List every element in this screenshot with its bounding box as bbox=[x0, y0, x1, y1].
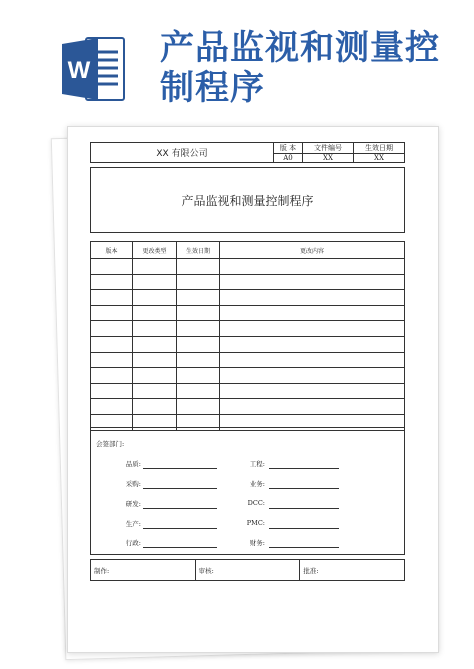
table-cell bbox=[133, 290, 177, 306]
table-row bbox=[91, 305, 405, 321]
revision-header-row bbox=[91, 242, 405, 259]
table-row bbox=[91, 259, 405, 275]
svg-text:W: W bbox=[67, 57, 91, 84]
effective-date-label: 生效日期 bbox=[354, 143, 404, 154]
table-row bbox=[91, 274, 405, 290]
version-label: 版 本 bbox=[274, 143, 302, 154]
version-value: A0 bbox=[283, 154, 293, 162]
table-cell bbox=[220, 383, 405, 399]
table-cell bbox=[220, 368, 405, 384]
sign-row bbox=[113, 479, 223, 491]
sign-label: PMC: bbox=[246, 519, 265, 527]
effective-date-col bbox=[354, 143, 404, 162]
table-cell bbox=[220, 321, 405, 337]
col-change-content: 更改内容 bbox=[220, 242, 405, 259]
sign-row bbox=[237, 459, 367, 471]
sign-row bbox=[113, 538, 223, 550]
table-cell bbox=[177, 368, 220, 384]
table-cell bbox=[133, 259, 177, 275]
header-table bbox=[90, 142, 405, 163]
approved-by: 批准: bbox=[303, 566, 319, 575]
sign-line bbox=[269, 528, 339, 529]
table-row bbox=[91, 368, 405, 384]
revision-body bbox=[91, 259, 405, 431]
table-cell bbox=[177, 383, 220, 399]
table-cell bbox=[220, 352, 405, 368]
reviewed-by: 审核: bbox=[196, 560, 301, 580]
table-cell bbox=[91, 259, 133, 275]
col-effective-date: 生效日期 bbox=[177, 242, 220, 259]
table-row bbox=[91, 336, 405, 352]
document-title bbox=[90, 167, 405, 233]
table-cell bbox=[220, 336, 405, 352]
prepared-by: 制作: bbox=[91, 560, 196, 580]
sign-line bbox=[269, 547, 339, 548]
sign-label: 业务: bbox=[249, 480, 265, 488]
sign-line bbox=[143, 508, 217, 509]
sign-line bbox=[269, 468, 339, 469]
sign-label: 财务: bbox=[249, 539, 265, 547]
page-title: 产品监视和测量控制程序 bbox=[160, 28, 440, 108]
document-title-text: 产品监视和测量控制程序 bbox=[181, 193, 314, 208]
sign-line bbox=[143, 547, 217, 548]
sign-row bbox=[237, 479, 367, 491]
file-number-col bbox=[303, 143, 354, 162]
table-row bbox=[91, 399, 405, 415]
table-cell bbox=[177, 259, 220, 275]
sign-row bbox=[113, 519, 223, 531]
table-cell bbox=[133, 352, 177, 368]
sign-line bbox=[269, 488, 339, 489]
sign-label: 生产: bbox=[125, 520, 141, 528]
sign-label: 品质: bbox=[125, 460, 141, 468]
sign-line bbox=[269, 508, 339, 509]
word-icon bbox=[62, 36, 126, 102]
table-cell bbox=[220, 305, 405, 321]
table-cell bbox=[133, 305, 177, 321]
table-cell bbox=[177, 336, 220, 352]
table-row bbox=[91, 352, 405, 368]
table-cell bbox=[91, 321, 133, 337]
table-cell bbox=[220, 399, 405, 415]
table-row bbox=[91, 290, 405, 306]
table-cell bbox=[220, 259, 405, 275]
table-cell bbox=[91, 290, 133, 306]
title-area bbox=[0, 0, 474, 108]
file-number-value: XX bbox=[323, 154, 333, 162]
table-row bbox=[91, 321, 405, 337]
sign-row bbox=[113, 459, 223, 471]
table-cell bbox=[177, 399, 220, 415]
table-cell bbox=[177, 305, 220, 321]
sign-row bbox=[237, 538, 367, 550]
countersign-label: 会签部门: bbox=[96, 440, 125, 448]
file-number-label: 文件编号 bbox=[303, 143, 353, 154]
table-cell bbox=[133, 321, 177, 337]
table-row bbox=[91, 383, 405, 399]
col-version: 版本 bbox=[91, 242, 133, 259]
col-change-type: 更改类型 bbox=[133, 242, 177, 259]
table-cell bbox=[177, 274, 220, 290]
table-cell bbox=[133, 336, 177, 352]
table-cell bbox=[91, 368, 133, 384]
table-cell bbox=[133, 399, 177, 415]
table-cell bbox=[91, 352, 133, 368]
countersign-box bbox=[90, 427, 405, 555]
sign-label: DCC: bbox=[247, 499, 265, 507]
table-cell bbox=[91, 383, 133, 399]
document-preview bbox=[67, 126, 439, 653]
sign-line bbox=[143, 468, 217, 469]
table-cell bbox=[91, 305, 133, 321]
table-cell bbox=[133, 368, 177, 384]
sign-row bbox=[237, 499, 367, 511]
sign-label: 采购: bbox=[125, 480, 141, 488]
table-cell bbox=[177, 321, 220, 337]
sign-line bbox=[143, 488, 217, 489]
table-cell bbox=[220, 290, 405, 306]
table-cell bbox=[133, 274, 177, 290]
company-name: XX 有限公司 bbox=[91, 143, 274, 162]
sign-line bbox=[143, 528, 217, 529]
sign-row bbox=[113, 499, 223, 511]
table-cell bbox=[91, 274, 133, 290]
table-cell bbox=[177, 352, 220, 368]
table-cell bbox=[133, 383, 177, 399]
sign-label: 工程: bbox=[249, 460, 265, 468]
effective-date-value: XX bbox=[374, 154, 384, 162]
table-cell bbox=[91, 336, 133, 352]
sign-label: 行政: bbox=[125, 539, 141, 547]
version-col bbox=[274, 143, 303, 162]
table-cell bbox=[177, 290, 220, 306]
approval-footer bbox=[90, 559, 405, 581]
sign-row bbox=[237, 519, 367, 531]
table-cell bbox=[91, 399, 133, 415]
revision-table bbox=[90, 241, 405, 431]
sign-label: 研发: bbox=[125, 500, 141, 508]
table-cell bbox=[220, 274, 405, 290]
